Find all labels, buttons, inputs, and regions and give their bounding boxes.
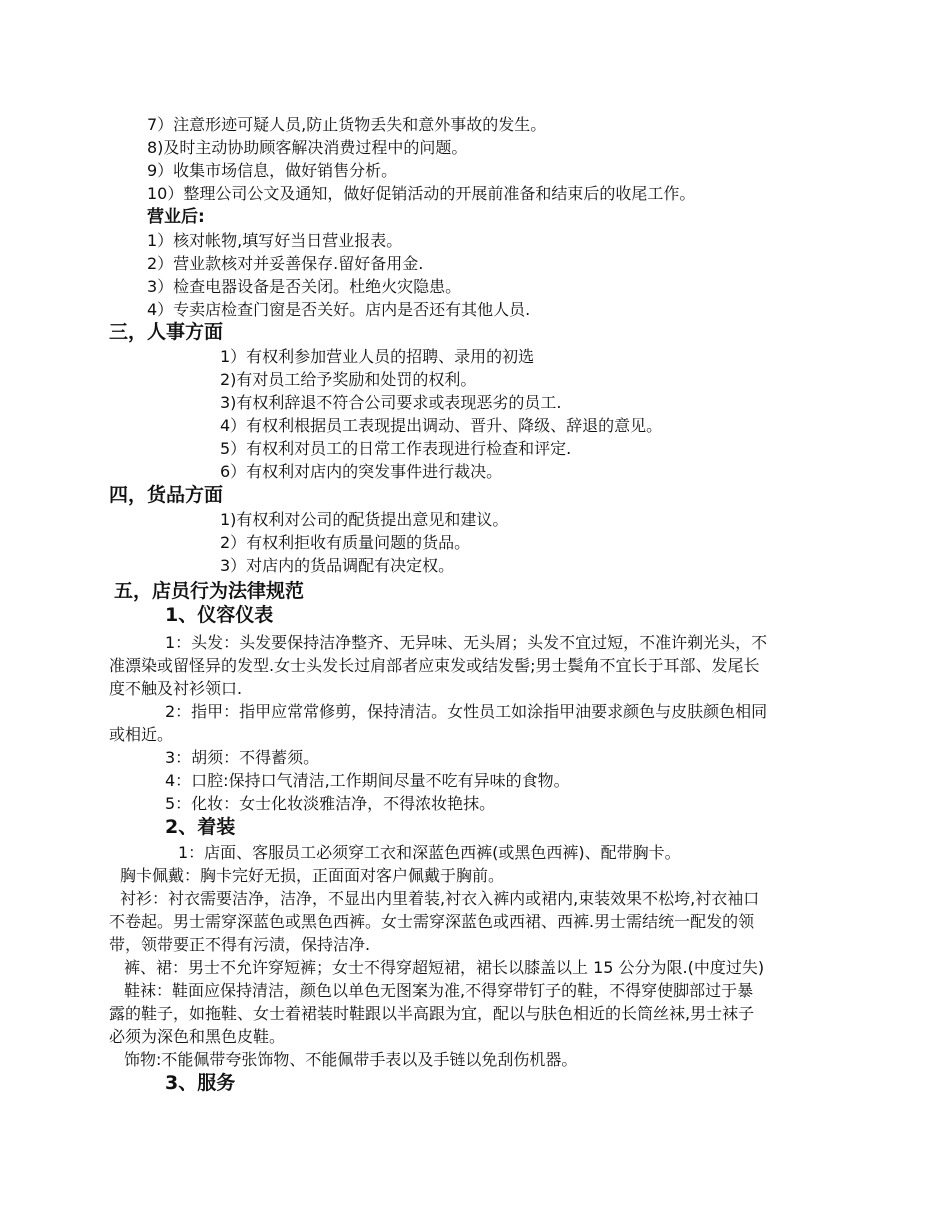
- paragraph-line: 2：指甲：指甲应常常修剪，保持清洁。女性员工如涂指甲油要求颜色与皮肤颜色相同: [165, 702, 768, 721]
- list-item: 5）有权利对员工的日常工作表现进行检查和评定.: [220, 439, 572, 458]
- paragraph-line: 不卷起。男士需穿深蓝色或黑色西裤。女士需穿深蓝色或西裙、西裤.男士需结统一配发的领: [109, 912, 755, 931]
- list-item: 3)有权利辞退不符合公司要求或表现恶劣的员工.: [220, 393, 562, 412]
- paragraph-line: 1：店面、客服员工必须穿工衣和深蓝色西裤(或黑色西裤)、配带胸卡。: [178, 843, 681, 862]
- subsection-heading-attire: 2、着装: [165, 816, 236, 838]
- section-heading-personnel: 三，人事方面: [109, 321, 224, 343]
- list-item: 4）专卖店检查门窗是否关好。店内是否还有其他人员.: [147, 300, 531, 319]
- list-item: 4）有权利根据员工表现提出调动、晋升、降级、辞退的意见。: [220, 416, 663, 435]
- paragraph-line: 胸卡佩戴：胸卡完好无损，正面面对客户佩戴于胸前。: [120, 866, 505, 885]
- list-item: 2)有对员工给予奖励和处罚的权利。: [220, 370, 477, 389]
- list-item: 2）营业款核对并妥善保存.留好备用金.: [147, 254, 424, 273]
- paragraph-line: 带，领带要正不得有污渍，保持洁净.: [109, 935, 371, 954]
- list-item: 9）收集市场信息，做好销售分析。: [147, 161, 398, 180]
- subsection-heading-appearance: 1、仪容仪表: [165, 604, 274, 626]
- subsection-heading-service: 3、服务: [165, 1072, 236, 1094]
- section-heading-conduct: 五，店员行为法律规范: [114, 580, 305, 602]
- list-item: 8)及时主动协助顾客解决消费过程中的问题。: [147, 138, 468, 157]
- paragraph-line: 露的鞋子，如拖鞋、女士着裙装时鞋跟以半高跟为宜，配以与肤色相近的长筒丝袜,男士袜子: [109, 1004, 755, 1023]
- list-item: 3）检查电器设备是否关闭。杜绝火灾隐患。: [147, 277, 462, 296]
- paragraph-line: 饰物:不能佩带夸张饰物、不能佩带手表以及手链以免刮伤机器。: [124, 1050, 578, 1069]
- list-item: 1）有权利参加营业人员的招聘、录用的初选: [220, 347, 535, 366]
- list-item: 6）有权利对店内的突发事件进行裁决。: [220, 462, 503, 481]
- paragraph-line: 衬衫：衬衣需要洁净，洁净，不显出内里着装,衬衣入裤内或裙内,束装效果不松垮,衬衣袖口: [120, 889, 760, 908]
- list-item: 2）有权利拒收有质量问题的货品。: [220, 533, 471, 552]
- list-item: 10）整理公司公文及通知，做好促销活动的开展前准备和结束后的收尾工作。: [147, 184, 696, 203]
- list-item: 7）注意形迹可疑人员,防止货物丢失和意外事故的发生。: [147, 115, 547, 134]
- paragraph-line: 度不触及衬衫领口.: [109, 679, 243, 698]
- paragraph-line: 1：头发：头发要保持洁净整齐、无异味、无头屑；头发不宜过短，不准许剃光头，不: [165, 633, 768, 652]
- list-item: 1）核对帐物,填写好当日营业报表。: [147, 231, 403, 250]
- list-item: 3）对店内的货品调配有决定权。: [220, 556, 455, 575]
- list-item: 1)有权利对公司的配货提出意见和建议。: [220, 510, 509, 529]
- paragraph-line: 准漂染或留怪异的发型.女士头发长过肩部者应束发或结发髻;男士鬓角不宜长于耳部、发尾长: [109, 656, 760, 675]
- after-hours-heading: 营业后:: [147, 207, 205, 227]
- paragraph-line: 鞋袜：鞋面应保持清洁，颜色以单色无图案为准,不得穿带钉子的鞋，不得穿使脚部过于暴: [124, 981, 754, 1000]
- paragraph-line: 4：口腔:保持口气清洁,工作期间尽量不吃有异味的食物。: [165, 771, 570, 790]
- paragraph-line: 必须为深色和黑色皮鞋。: [109, 1027, 286, 1046]
- paragraph-line: 3：胡须：不得蓄须。: [165, 748, 320, 767]
- section-heading-goods: 四，货品方面: [109, 484, 224, 506]
- paragraph-line: 裤、裙：男士不允许穿短裤；女士不得穿超短裙，裙长以膝盖以上 15 公分为限.(中度过失): [124, 958, 765, 977]
- paragraph-line: 或相近。: [109, 725, 174, 744]
- paragraph-line: 5：化妆：女士化妆淡雅洁净，不得浓妆艳抹。: [165, 794, 496, 813]
